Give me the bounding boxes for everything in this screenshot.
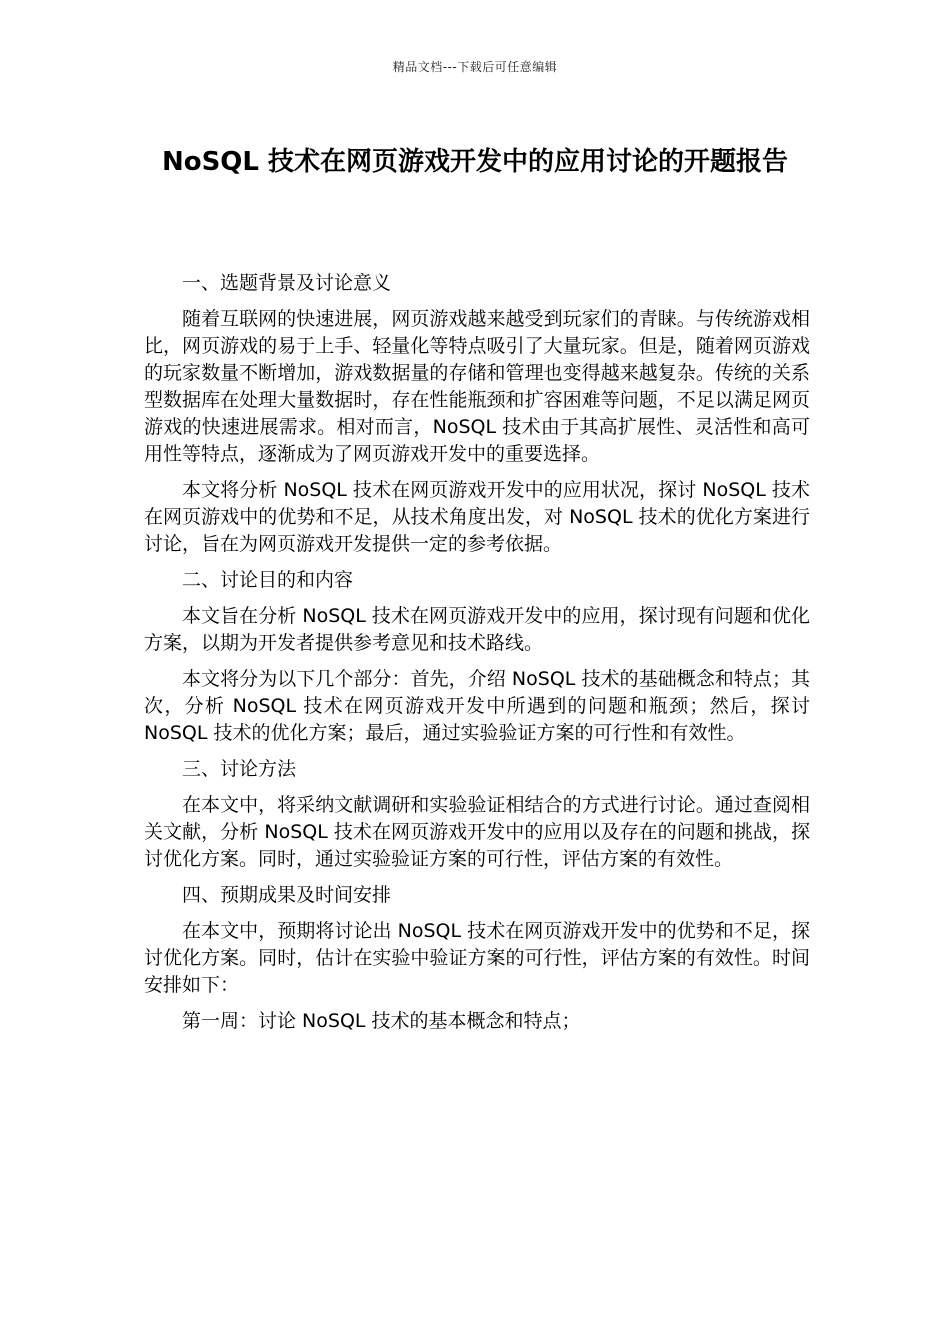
- paragraph-expected-results: 在本文中，预期将讨论出 NoSQL 技术在网页游戏开发中的优势和不足，探讨优化方案。同时，估计在实验中验证方案的可行性，评估方案的有效性。时间安排如下：: [144, 920, 810, 996]
- paragraph-structure: 本文将分为以下几个部分：首先，介绍 NoSQL 技术的基础概念和特点；其次，分析 NoSQL 技术在网页游戏开发中所遇到的问题和瓶颈；然后，探讨 NoSQL 技术的优化方案；最后，通过实验验证方案的可行性和有效性。: [144, 668, 810, 744]
- section-heading-3: 三、讨论方法: [182, 758, 297, 780]
- paragraph-background: 随着互联网的快速进展，网页游戏越来越受到玩家们的青睐。与传统游戏相比，网页游戏的易于上手、轻量化等特点吸引了大量玩家。但是，随着网页游戏的玩家数量不断增加，游戏数据量的存储和管理也变得越来越复杂。传统的关系型数据库在处理大量数据时，存在性能瓶颈和扩容困难等问题，不足以满足网页游戏的快速进展需求。相对而言，NoSQL 技术由于其高扩展性、灵活性和高可用性等特点，逐渐成为了网页游戏开发中的重要选择。: [144, 308, 810, 465]
- document-title: NoSQL 技术在网页游戏开发中的应用讨论的开题报告: [161, 147, 789, 177]
- paragraph-week-one: 第一周：讨论 NoSQL 技术的基本概念和特点；: [182, 1010, 581, 1032]
- section-heading-4: 四、预期成果及时间安排: [182, 884, 392, 906]
- header-note: 精品文档---下载后可任意编辑: [392, 60, 558, 74]
- paragraph-method: 在本文中，将采纳文献调研和实验验证相结合的方式进行讨论。通过查阅相关文献，分析 NoSQL 技术在网页游戏开发中的应用以及存在的问题和挑战，探讨优化方案。同时，通过实验验证方案的可行性，评估方案的有效性。: [144, 794, 810, 870]
- document-body: [144, 270, 810, 1044]
- section-heading-2: 二、讨论目的和内容: [182, 569, 354, 591]
- paragraph-purpose: 本文将分析 NoSQL 技术在网页游戏开发中的应用状况，探讨 NoSQL 技术在网页游戏中的优势和不足，从技术角度出发，对 NoSQL 技术的优化方案进行讨论，旨在为网页游戏开发提供一定的参考依据。: [144, 479, 810, 555]
- paragraph-goal: 本文旨在分析 NoSQL 技术在网页游戏开发中的应用，探讨现有问题和优化方案，以期为开发者提供参考意见和技术路线。: [144, 605, 810, 654]
- section-heading-1: 一、选题背景及讨论意义: [182, 272, 392, 294]
